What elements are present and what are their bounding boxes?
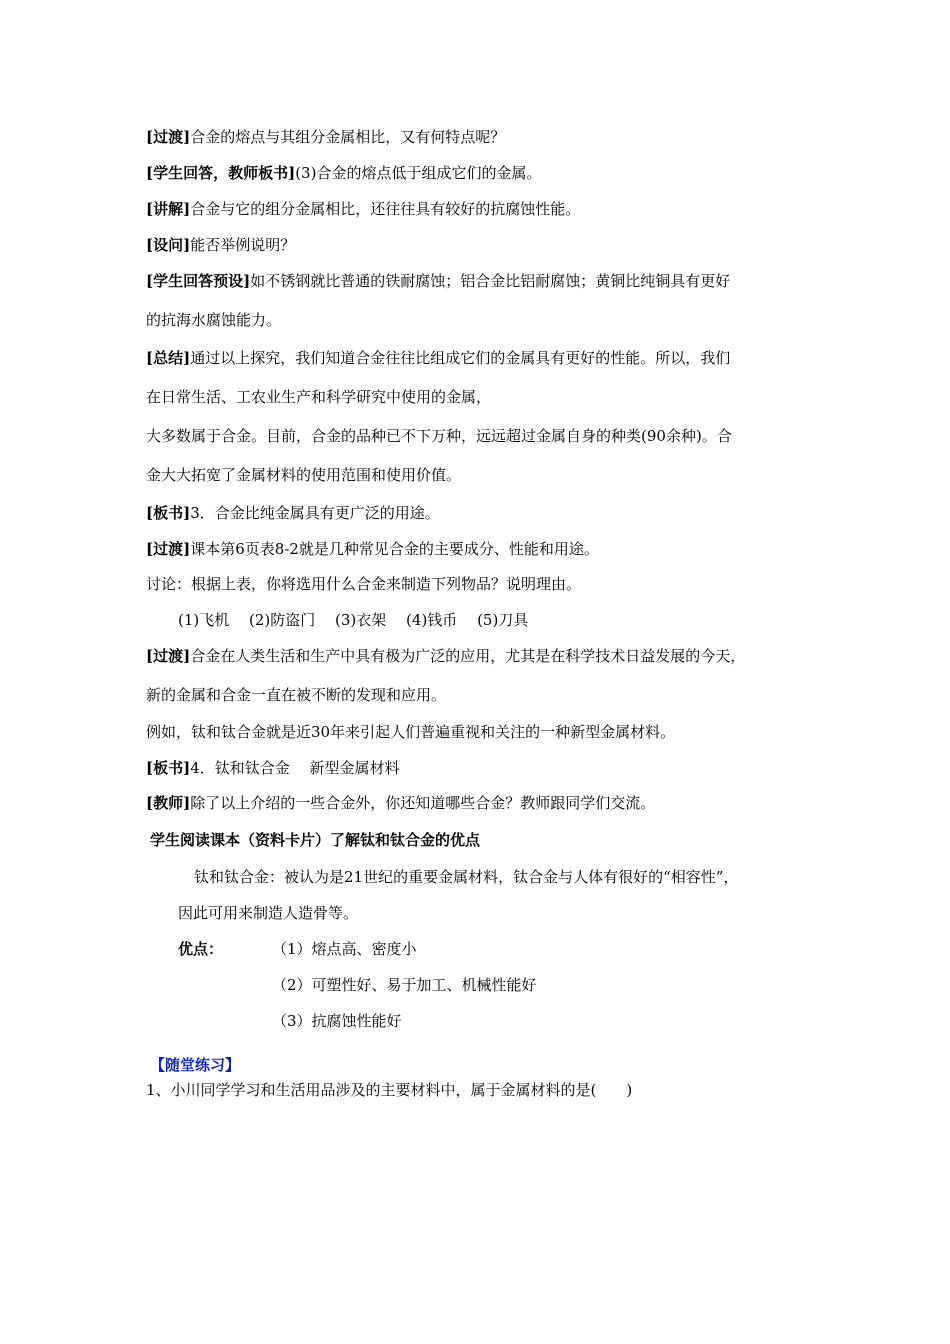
discussion-line: [146, 574, 581, 594]
line-text: 3．合金比纯金属具有更广泛的用途。: [190, 504, 440, 522]
line-text: (1)飞机 (2)防盗门 (3)衣架 (4)钱币 (5)刀具: [178, 611, 529, 629]
summary-line: [146, 348, 730, 368]
board-note-line-2: [146, 758, 400, 778]
tag-teacher: [教师]: [146, 794, 191, 812]
items-list-line: [178, 610, 528, 630]
line-text: 例如，钛和钛合金就是近30年来引起人们普遍重视和关注的一种新型金属材料。: [146, 723, 676, 741]
line-text: 新的金属和合金一直在被不断的发现和应用。: [146, 686, 447, 704]
line-text: 合金与它的组分金属相比，还往往具有较好的抗腐蚀性能。: [190, 200, 581, 218]
practice-heading: [150, 1055, 240, 1075]
line-text: 4．钛和钛合金 新型金属材料: [190, 759, 400, 777]
advantage-item-3: [272, 1011, 402, 1031]
line-text: 在日常生活、工农业生产和科学研究中使用的金属，: [146, 388, 492, 406]
summary-continued-3: [146, 465, 461, 485]
tag-summary: [总结]: [146, 349, 191, 367]
preset-answer-line: [146, 271, 730, 291]
advantage-item-1: [272, 939, 417, 959]
line-text: 学生阅读课本（资料卡片）了解钛和钛合金的优点: [150, 831, 481, 849]
line-text: 因此可用来制造人造骨等。: [178, 904, 359, 922]
transition-continued: [146, 685, 446, 705]
question-line: [146, 235, 295, 255]
tag-preset-answer: [学生回答预设]: [146, 272, 251, 290]
tag-transition: [过渡]: [146, 128, 191, 146]
line-text: 合金在人类生活和生产中具有极为广泛的应用，尤其是在科学技术日益发展的今天，: [190, 647, 746, 665]
line-text: 能否举例说明？: [190, 236, 296, 254]
line-text: （3）抗腐蚀性能好: [272, 1012, 402, 1030]
line-text: （1）熔点高、密度小: [272, 940, 417, 958]
summary-continued-2: [146, 426, 732, 446]
preset-answer-continued: [146, 310, 281, 330]
tag-board-note: [板书]: [146, 759, 191, 777]
advantages-title: 优点：: [178, 940, 224, 958]
tag-transition: [过渡]: [146, 540, 191, 558]
line-text: (3)合金的熔点低于组成它们的金属。: [295, 164, 542, 182]
advantages-label: [178, 939, 223, 959]
titanium-description: [194, 867, 738, 887]
tag-transition: [过渡]: [146, 647, 191, 665]
line-text: 大多数属于合金。目前，合金的品种已不下万种，远远超过金属自身的种类(90余种)。合: [146, 427, 732, 445]
advantage-item-2: [272, 975, 537, 995]
example-line: [146, 722, 675, 742]
line-text: 如不锈钢就比普通的铁耐腐蚀；铝合金比铝耐腐蚀；黄铜比纯铜具有更好: [250, 272, 731, 290]
reading-heading: [150, 830, 480, 850]
line-text: 钛和钛合金：被认为是21世纪的重要金属材料，钛合金与人体有很好的“相容性”，: [194, 868, 739, 886]
tag-board-note: [板书]: [146, 504, 191, 522]
titanium-description-continued: [178, 903, 358, 923]
summary-continued-1: [146, 387, 491, 407]
board-note-line-1: [146, 503, 440, 523]
student-answer-line: [146, 163, 541, 183]
tag-student-answer: [学生回答，教师板书]: [146, 164, 296, 182]
line-text: 通过以上探究，我们知道合金往往比组成它们的金属具有更好的性能。所以，我们: [190, 349, 731, 367]
teacher-line: [146, 793, 655, 813]
line-text: 的抗海水腐蚀能力。: [146, 311, 282, 329]
line-text: （2）可塑性好、易于加工、机械性能好: [272, 976, 537, 994]
transition-line-3: [146, 646, 745, 666]
practice-question-1: [146, 1080, 632, 1100]
tag-question: [设问]: [146, 236, 191, 254]
line-text: 合金的熔点与其组分金属相比，又有何特点呢？: [190, 128, 506, 146]
line-text: 除了以上介绍的一些合金外，你还知道哪些合金？教师跟同学们交流。: [190, 794, 656, 812]
tag-explanation: [讲解]: [146, 200, 191, 218]
transition-line-1: [146, 127, 505, 147]
line-text: 讨论：根据上表，你将选用什么合金来制造下列物品？说明理由。: [146, 575, 582, 593]
line-text: 课本第6页表8-2就是几种常见合金的主要成分、性能和用途。: [190, 540, 599, 558]
explanation-line: [146, 199, 580, 219]
line-text: 【随堂练习】: [150, 1056, 241, 1074]
transition-line-2: [146, 539, 599, 559]
line-text: 金大大拓宽了金属材料的使用范围和使用价值。: [146, 466, 462, 484]
line-text: 1、小川同学学习和生活用品涉及的主要材料中，属于金属材料的是( ): [146, 1081, 633, 1099]
